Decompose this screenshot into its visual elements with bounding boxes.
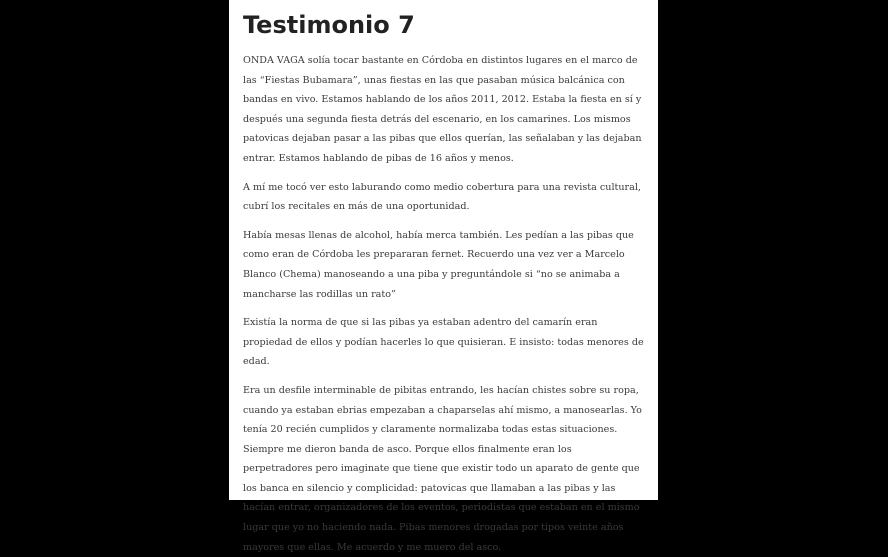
page-title: Testimonio 7 <box>243 11 415 39</box>
document-page <box>229 0 658 553</box>
paragraph-5: Era un desfile interminable de pibitas entrando, les hacían chistes sobre su ropa, cuando ya estaban ebrias empezaban a chaparselas ahí mismo, a manosearlas. Yo tenía 20 recién cumplidos y claramente normalizaba todas estas situaciones. Siempre me dieron banda de asco. Porque ellos finalmente eran los perpetradores pero imaginate que tiene que existir todo un aparato de gente que los banca en silencio y complicidad: patovicas que llamaban a las pibas y las hacían entrar, organizadores de los eventos, periodistas que estaban en el mismo lugar que yo no haciendo nada. Pibas menores drogadas por tipos veinte años mayores que ellas. Me acuerdo y me muero del asco. <box>243 384 642 553</box>
paragraph-3: Había mesas llenas de alcohol, había merca también. Les pedían a las pibas que como eran de Córdoba les prepararan fernet. Recuerdo una vez ver a Marcelo Blanco (Chema) manoseando a una piba y preguntándole si “no se animaba a mancharse las rodillas un rato” <box>243 229 634 300</box>
paragraph-4: Existía la norma de que si las pibas ya estaban adentro del camarín eran propiedad de ellos y podían hacerles lo que quisieran. E insisto: todas menores de edad. <box>243 317 644 368</box>
paragraph-2: A mí me tocó ver esto laburando como medio cobertura para una revista cultural, cubrí los recitales en más de una oportunidad. <box>243 181 641 213</box>
paragraph-1: ONDA VAGA solía tocar bastante en Córdoba en distintos lugares en el marco de las “Fiestas Bubamara”, unas fiestas en las que pasaban música balcánica con bandas en vivo. Estamos hablando de los años 2011, 2012. Estaba la fiesta en sí y después una segunda fiesta detrás del escenario, en los camarines. Los mismos patovicas dejaban pasar a las pibas que ellos querían, las señalaban y las dejaban entrar. Estamos hablando de pibas de 16 años y menos. <box>243 55 642 164</box>
